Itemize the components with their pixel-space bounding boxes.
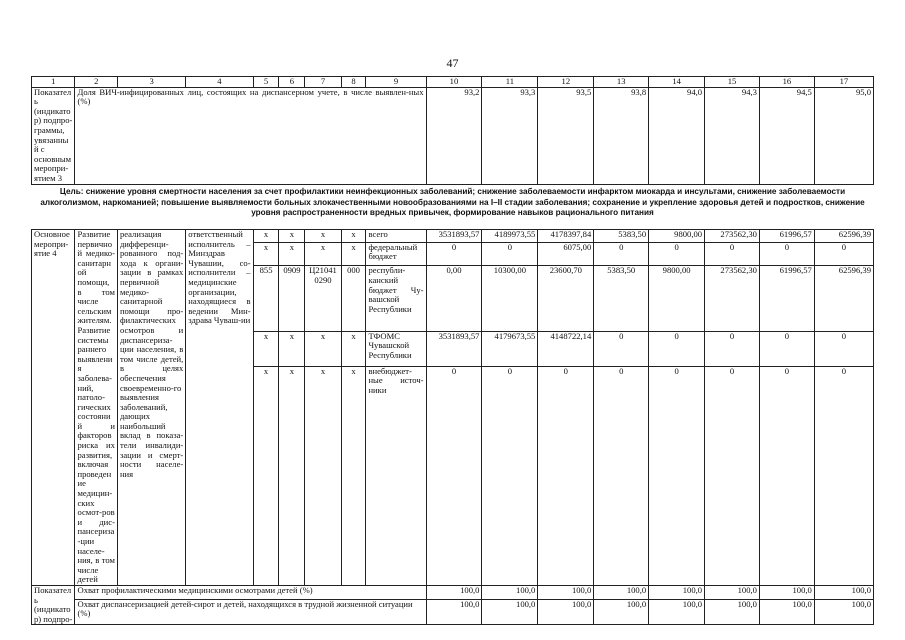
- value-cell: 61996,57: [759, 230, 814, 243]
- goal-text: Цель: снижение уровня смертности населения за счет профилактики неинфекционных заболеваний; снижение заболеваемости инфарктом миокарда и инсультами, снижение заболеваемости алкоголизмом, наркоманией; повышение выявляемости больных злокачественными новообразованиями на I–II стадии заболевания; сохранение и укрепление здоровья детей и подростков, снижение уровня распространенности вредных привычек, формирование навыков рационального питания: [40, 187, 865, 217]
- source-cell: ТФОМС Чувашской Республики: [366, 331, 426, 366]
- header-cell: 17: [814, 77, 873, 88]
- indicator-value: 100,0: [482, 585, 538, 599]
- header-cell: 6: [279, 77, 305, 88]
- code-cell: 0909: [279, 266, 305, 331]
- value-cell: 0: [705, 242, 760, 266]
- header-cell: 2: [75, 77, 117, 88]
- value-cell: 273562,30: [705, 230, 760, 243]
- top-table: [31, 76, 874, 185]
- header-cell: 7: [305, 77, 341, 88]
- value-cell: 0: [594, 366, 649, 585]
- code-cell: x: [279, 242, 305, 266]
- value-cell: 23600,70: [538, 266, 594, 331]
- value-cell: 62596,39: [814, 266, 873, 331]
- value-cell: 4178397,84: [538, 230, 594, 243]
- value-cell: 4179673,55: [482, 331, 538, 366]
- value-cell: 0: [759, 366, 814, 585]
- value-cell: 3531893,57: [426, 230, 482, 243]
- code-cell: x: [253, 242, 279, 266]
- code-cell: 000: [341, 266, 366, 331]
- indicator-text: Охват профилактическими медицинскими осмотрами детей (%): [75, 585, 426, 599]
- code-cell: x: [305, 230, 341, 243]
- main-table: [31, 229, 874, 625]
- value-cell: 4189973,55: [482, 230, 538, 243]
- code-cell: x: [341, 230, 366, 243]
- header-cell: 12: [538, 77, 594, 88]
- code-cell: x: [305, 331, 341, 366]
- indicator-label: Показатель (индикатор) подпро-: [32, 585, 75, 624]
- indicator-value: 100,0: [482, 599, 538, 625]
- indicator-value: 100,0: [705, 585, 760, 599]
- indicator-value: 100,0: [538, 599, 594, 625]
- value-cell: 0: [426, 242, 482, 266]
- measure-description: реализация дифференци-рованного под-хода к органи-зации в рамках первичной медико-санитарной помощи про-филактических осмотров и диспансериза-ции населения, в том числе детей, в целях обеспечения своевременно-го выявления заболеваний, дающих наибольший вклад в показа-тели инвалиди-зации и смерт-ности населе-ния: [117, 230, 185, 586]
- code-cell: x: [341, 242, 366, 266]
- header-cell: 9: [366, 77, 426, 88]
- value-cell: 0: [705, 331, 760, 366]
- value-cell: 3531893,57: [426, 331, 482, 366]
- page-number: 47: [446, 56, 459, 70]
- indicator-value: 100,0: [814, 585, 873, 599]
- measure-status: Основное меропри-ятие 4: [32, 230, 75, 586]
- header-cell: 14: [649, 77, 705, 88]
- code-cell: Ц210410290: [305, 266, 341, 331]
- header-cell: 11: [482, 77, 538, 88]
- indicator-value: 100,0: [594, 599, 649, 625]
- value-cell: 0: [814, 366, 873, 585]
- indicator-label: Показатель (индикатор) подпро-граммы, увязанный с основным меропри-ятием 3: [32, 87, 75, 184]
- code-cell: x: [341, 331, 366, 366]
- indicator-row: [32, 585, 874, 599]
- value-cell: 9800,00: [649, 230, 705, 243]
- header-cell: 8: [341, 77, 366, 88]
- indicator-value: 100,0: [814, 599, 873, 625]
- code-cell: x: [253, 331, 279, 366]
- source-cell: республи-канский бюджет Чу-вашской Республики: [366, 266, 426, 331]
- indicator-value: 100,0: [426, 599, 482, 625]
- value-cell: 0: [814, 242, 873, 266]
- indicator-value: 93,3: [482, 87, 538, 184]
- value-cell: 5383,50: [594, 230, 649, 243]
- value-cell: 0: [594, 331, 649, 366]
- header-cell: 13: [594, 77, 649, 88]
- indicator-value: 100,0: [426, 585, 482, 599]
- value-cell: 61996,57: [759, 266, 814, 331]
- indicator-row: [32, 87, 874, 184]
- indicator-text: Охват диспансеризацией детей-сирот и детей, находящихся в трудной жизненной ситуации (%): [75, 599, 426, 625]
- header-row: [32, 77, 874, 88]
- code-cell: x: [279, 366, 305, 585]
- indicator-value: 93,2: [426, 87, 482, 184]
- value-cell: 0: [649, 331, 705, 366]
- header-cell: 15: [705, 77, 760, 88]
- header-cell: 16: [759, 77, 814, 88]
- value-cell: 0,00: [426, 266, 482, 331]
- value-cell: 0: [649, 366, 705, 585]
- value-cell: 5383,50: [594, 266, 649, 331]
- indicator-value: 93,5: [538, 87, 594, 184]
- value-cell: 0: [482, 242, 538, 266]
- value-cell: 0: [426, 366, 482, 585]
- indicator-row: [32, 599, 874, 625]
- value-cell: 0: [814, 331, 873, 366]
- code-cell: x: [305, 242, 341, 266]
- indicator-value: 100,0: [649, 585, 705, 599]
- indicator-value: 100,0: [649, 599, 705, 625]
- value-cell: 62596,39: [814, 230, 873, 243]
- source-cell: федеральный бюджет: [366, 242, 426, 266]
- finance-row: [32, 230, 874, 243]
- indicator-value: 100,0: [594, 585, 649, 599]
- value-cell: 0: [705, 366, 760, 585]
- indicator-value: 100,0: [759, 585, 814, 599]
- value-cell: 10300,00: [482, 266, 538, 331]
- indicator-value: 93,8: [594, 87, 649, 184]
- indicator-value: 94,3: [705, 87, 760, 184]
- indicator-value: 100,0: [759, 599, 814, 625]
- indicator-value: 94,0: [649, 87, 705, 184]
- header-cell: 10: [426, 77, 482, 88]
- code-cell: x: [253, 230, 279, 243]
- value-cell: 0: [594, 242, 649, 266]
- indicator-value: 95,0: [814, 87, 873, 184]
- code-cell: x: [279, 331, 305, 366]
- measure-executor: ответственный исполнитель – Минздрав Чувашии, со-исполнители – медицинские организации, находящиеся в ведении Мин-здрава Чуваш-ии: [186, 230, 253, 586]
- indicator-value: 100,0: [538, 585, 594, 599]
- value-cell: 0: [759, 331, 814, 366]
- header-cell: 4: [186, 77, 253, 88]
- value-cell: 9800,00: [649, 266, 705, 331]
- indicator-text: Доля ВИЧ-инфицированных лиц, состоящих на диспансерном учете, в числе выявлен-ных (%): [75, 87, 426, 184]
- value-cell: 0: [649, 242, 705, 266]
- value-cell: 4148722,14: [538, 331, 594, 366]
- code-cell: x: [253, 366, 279, 585]
- code-cell: x: [279, 230, 305, 243]
- code-cell: x: [305, 366, 341, 585]
- value-cell: 0: [482, 366, 538, 585]
- header-cell: 1: [32, 77, 75, 88]
- source-cell: всего: [366, 230, 426, 243]
- value-cell: 273562,30: [705, 266, 760, 331]
- source-cell: внебюджет-ные источ-ники: [366, 366, 426, 585]
- header-cell: 5: [253, 77, 279, 88]
- indicator-value: 100,0: [705, 599, 760, 625]
- header-cell: 3: [117, 77, 185, 88]
- measure-name: Развитие первичной медико-санитарной помощи, в том числе сельским жителям. Развитие системы раннего выявления заболева-ний, патоло-гических состояний и факторов риска их развития, включая проведение медицин-ских осмот-ров и дис-пансериза-ции населе-ния, в том числе детей: [75, 230, 117, 586]
- code-cell: 855: [253, 266, 279, 331]
- code-cell: x: [341, 366, 366, 585]
- value-cell: 6075,00: [538, 242, 594, 266]
- value-cell: 0: [759, 242, 814, 266]
- value-cell: 0: [538, 366, 594, 585]
- indicator-value: 94,5: [759, 87, 814, 184]
